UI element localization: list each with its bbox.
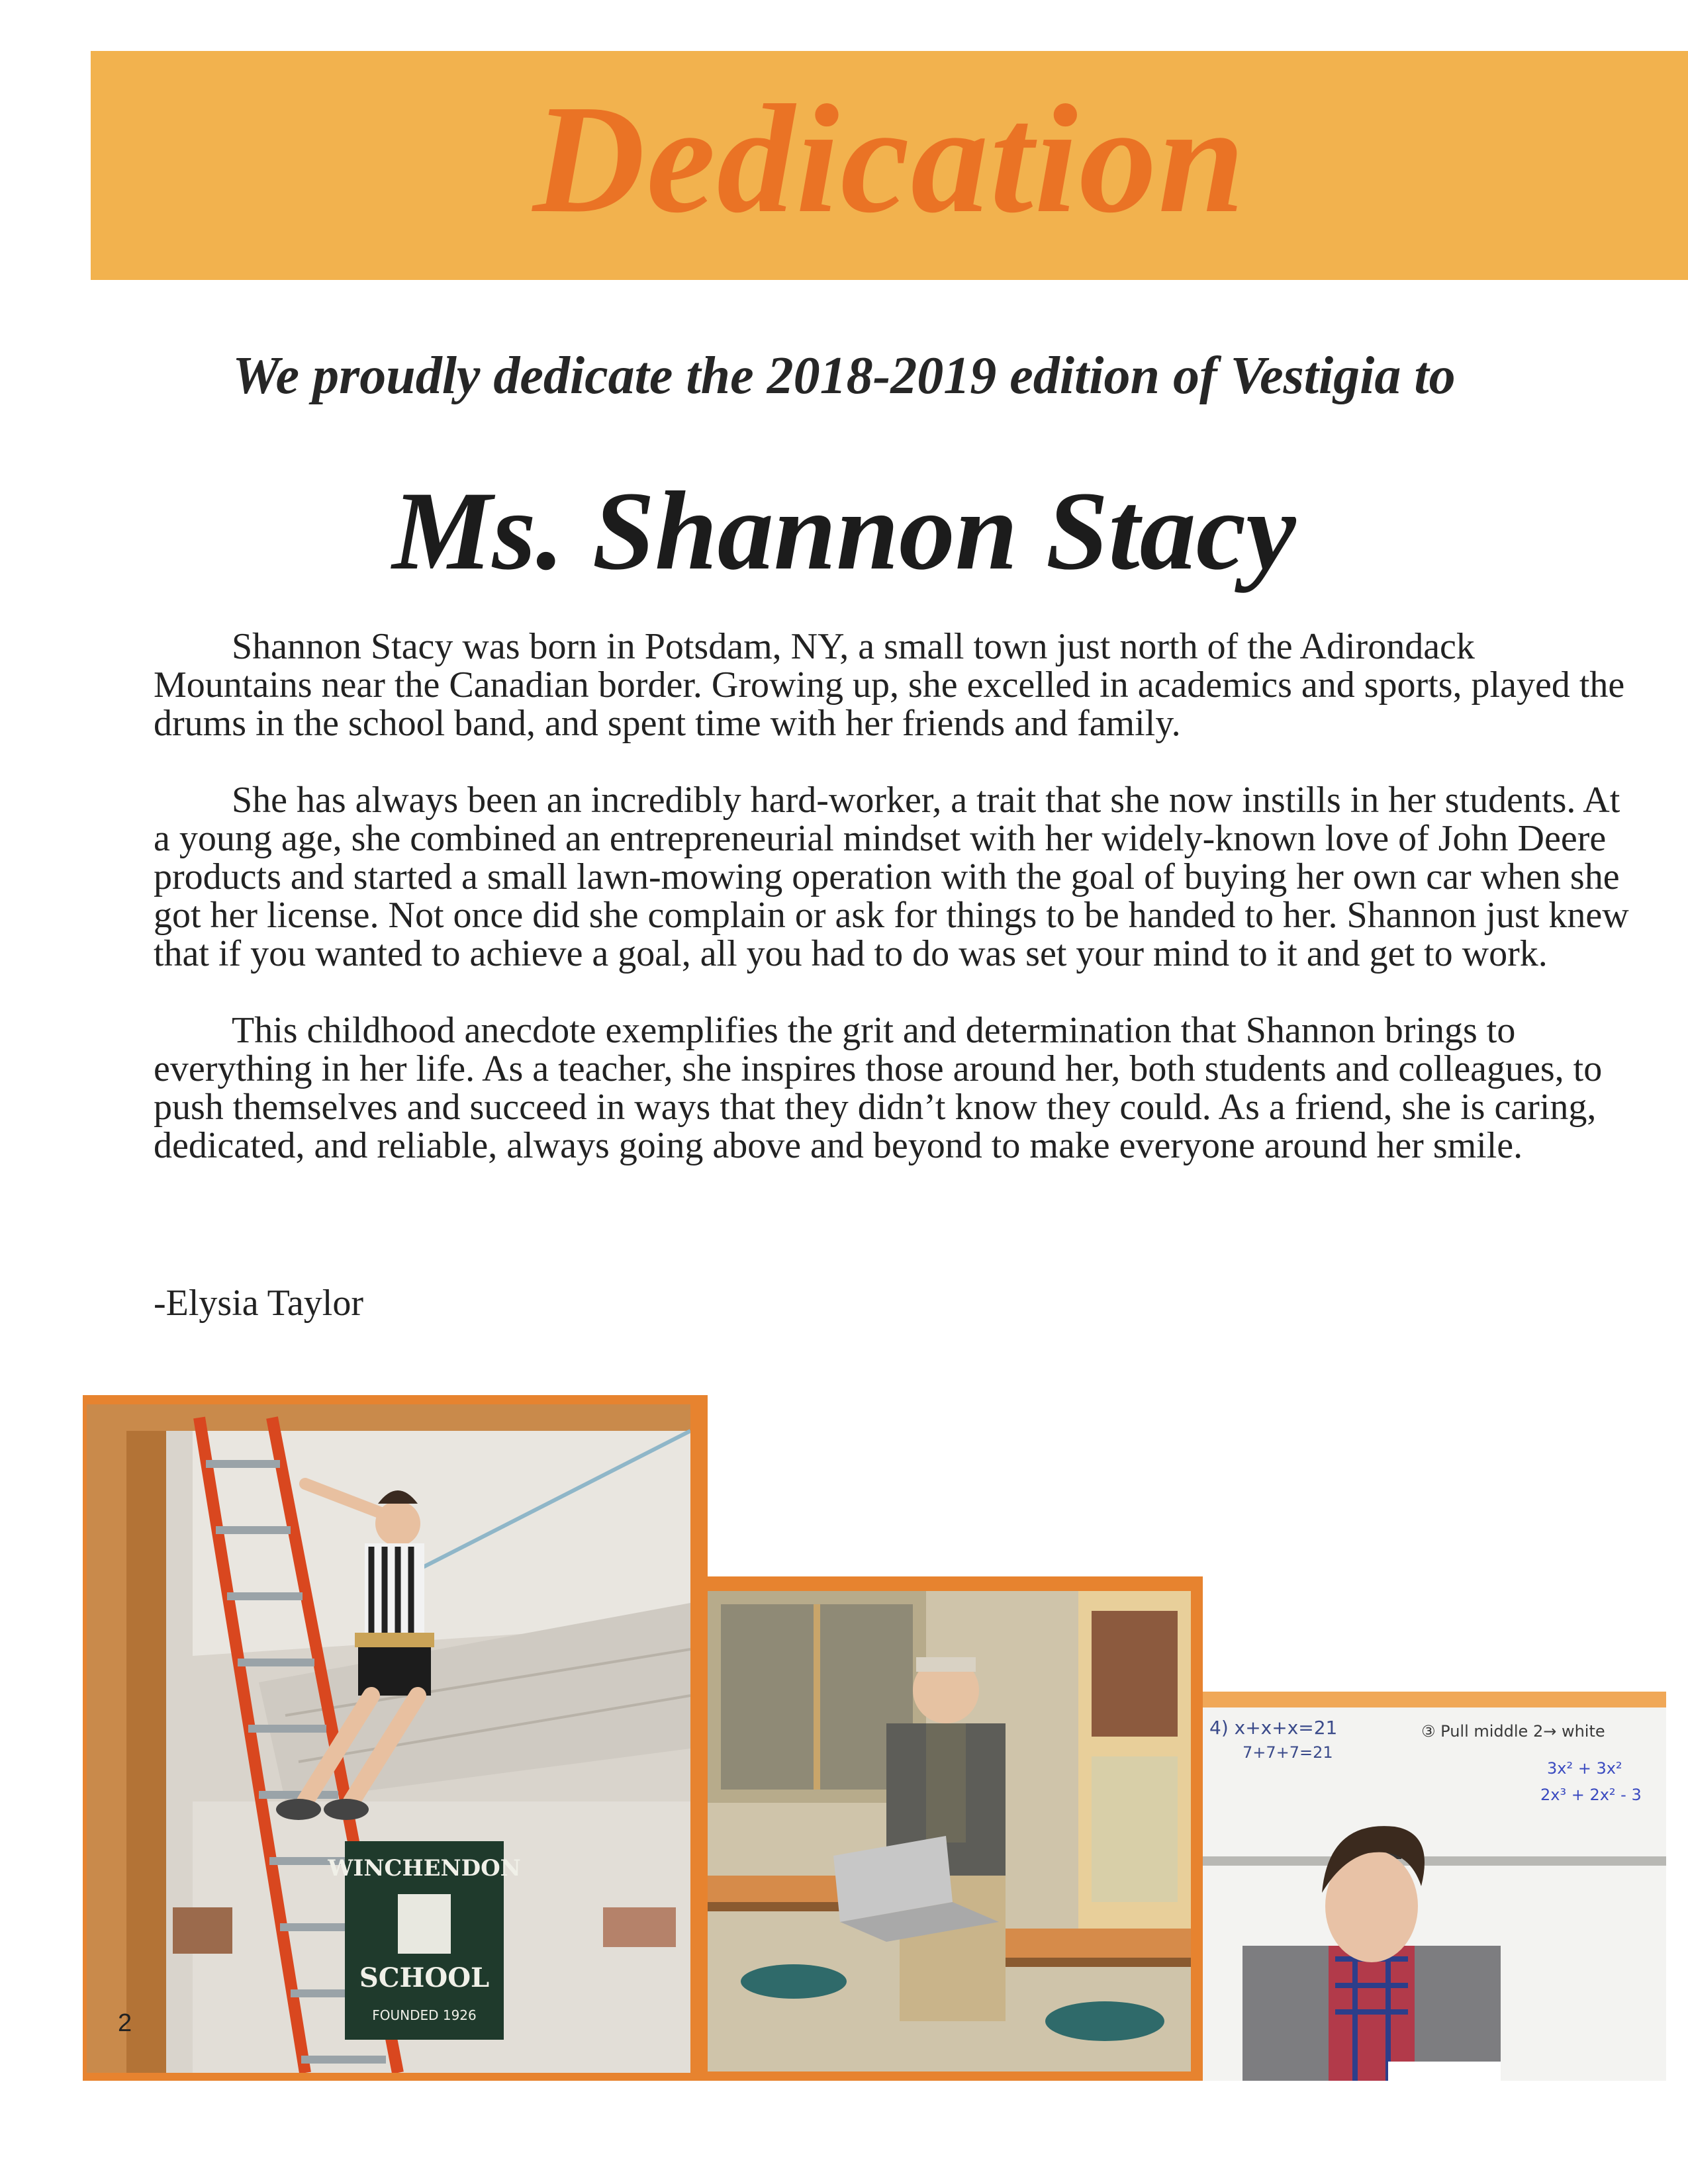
classroom-scene [708,1591,1191,2071]
photo-gym-ladder [83,1395,708,2081]
classroom-illustration [708,1591,1191,2071]
dedication-subtitle: We proudly dedicate the 2018-2019 edition of Vestigia to [232,347,1456,405]
whiteboard-line5: 2x³ + 2x² - 3 [1540,1786,1642,1804]
whiteboard-line3: ③ Pull middle 2→ white [1421,1722,1605,1741]
dedication-body [154,627,1630,1203]
gym-sign-line2: SCHOOL [359,1962,490,1993]
banner-title: Dedication [532,72,1246,245]
paragraph-3: This childhood anecdote exemplifies the grit and determination that Shannon brings to everything in her life. As a teacher, she inspires those around her, both students and colleagues, to push themselves and succeed in ways that they didn’t know they could. As a friend, she is caring, dedicated, and reliable, always going above and beyond to make everyone around her smile. [154,1010,1603,1166]
page-number: 2 [118,2009,132,2037]
whiteboard-illustration [1203,1707,1666,2081]
gym-sign-line3: FOUNDED 1926 [372,2007,477,2023]
gym-scene [87,1404,690,2073]
signature: -Elysia Taylor [154,1283,363,1324]
paragraph-2: She has always been an incredibly hard-worker, a trait that she now instills in her students. At a young age, she combined an entrepreneurial mindset with her widely-known love of John Deere products and started a small lawn-mowing operation with the goal of buying her own car when she got her license. Not once did she complain or ask for things to be handed to her. Shannon just knew that if you wanted to achieve a goal, all you had to do was set your mind to it and get to work. [154,780,1629,974]
gym-sign-line1: WINCHENDON [328,1855,521,1882]
whiteboard-line1: 4) x+x+x=21 [1209,1717,1338,1739]
photo-whiteboard [1203,1692,1666,2081]
photo-classroom-laptop [708,1576,1203,2081]
gym-illustration [87,1404,690,2073]
whiteboard-line2: 7+7+7=21 [1243,1743,1333,1762]
paragraph-1: Shannon Stacy was born in Potsdam, NY, a small town just north of the Adirondack Mountains near the Canadian border. Growing up, she excelled in academics and sports, played the drums in the school band, and spent time with her friends and family. [154,626,1625,744]
dedication-banner [91,51,1688,280]
honoree-name: Ms. Shannon Stacy [392,469,1296,593]
whiteboard-line4: 3x² + 3x² [1547,1759,1622,1778]
whiteboard-scene [1203,1707,1666,2081]
